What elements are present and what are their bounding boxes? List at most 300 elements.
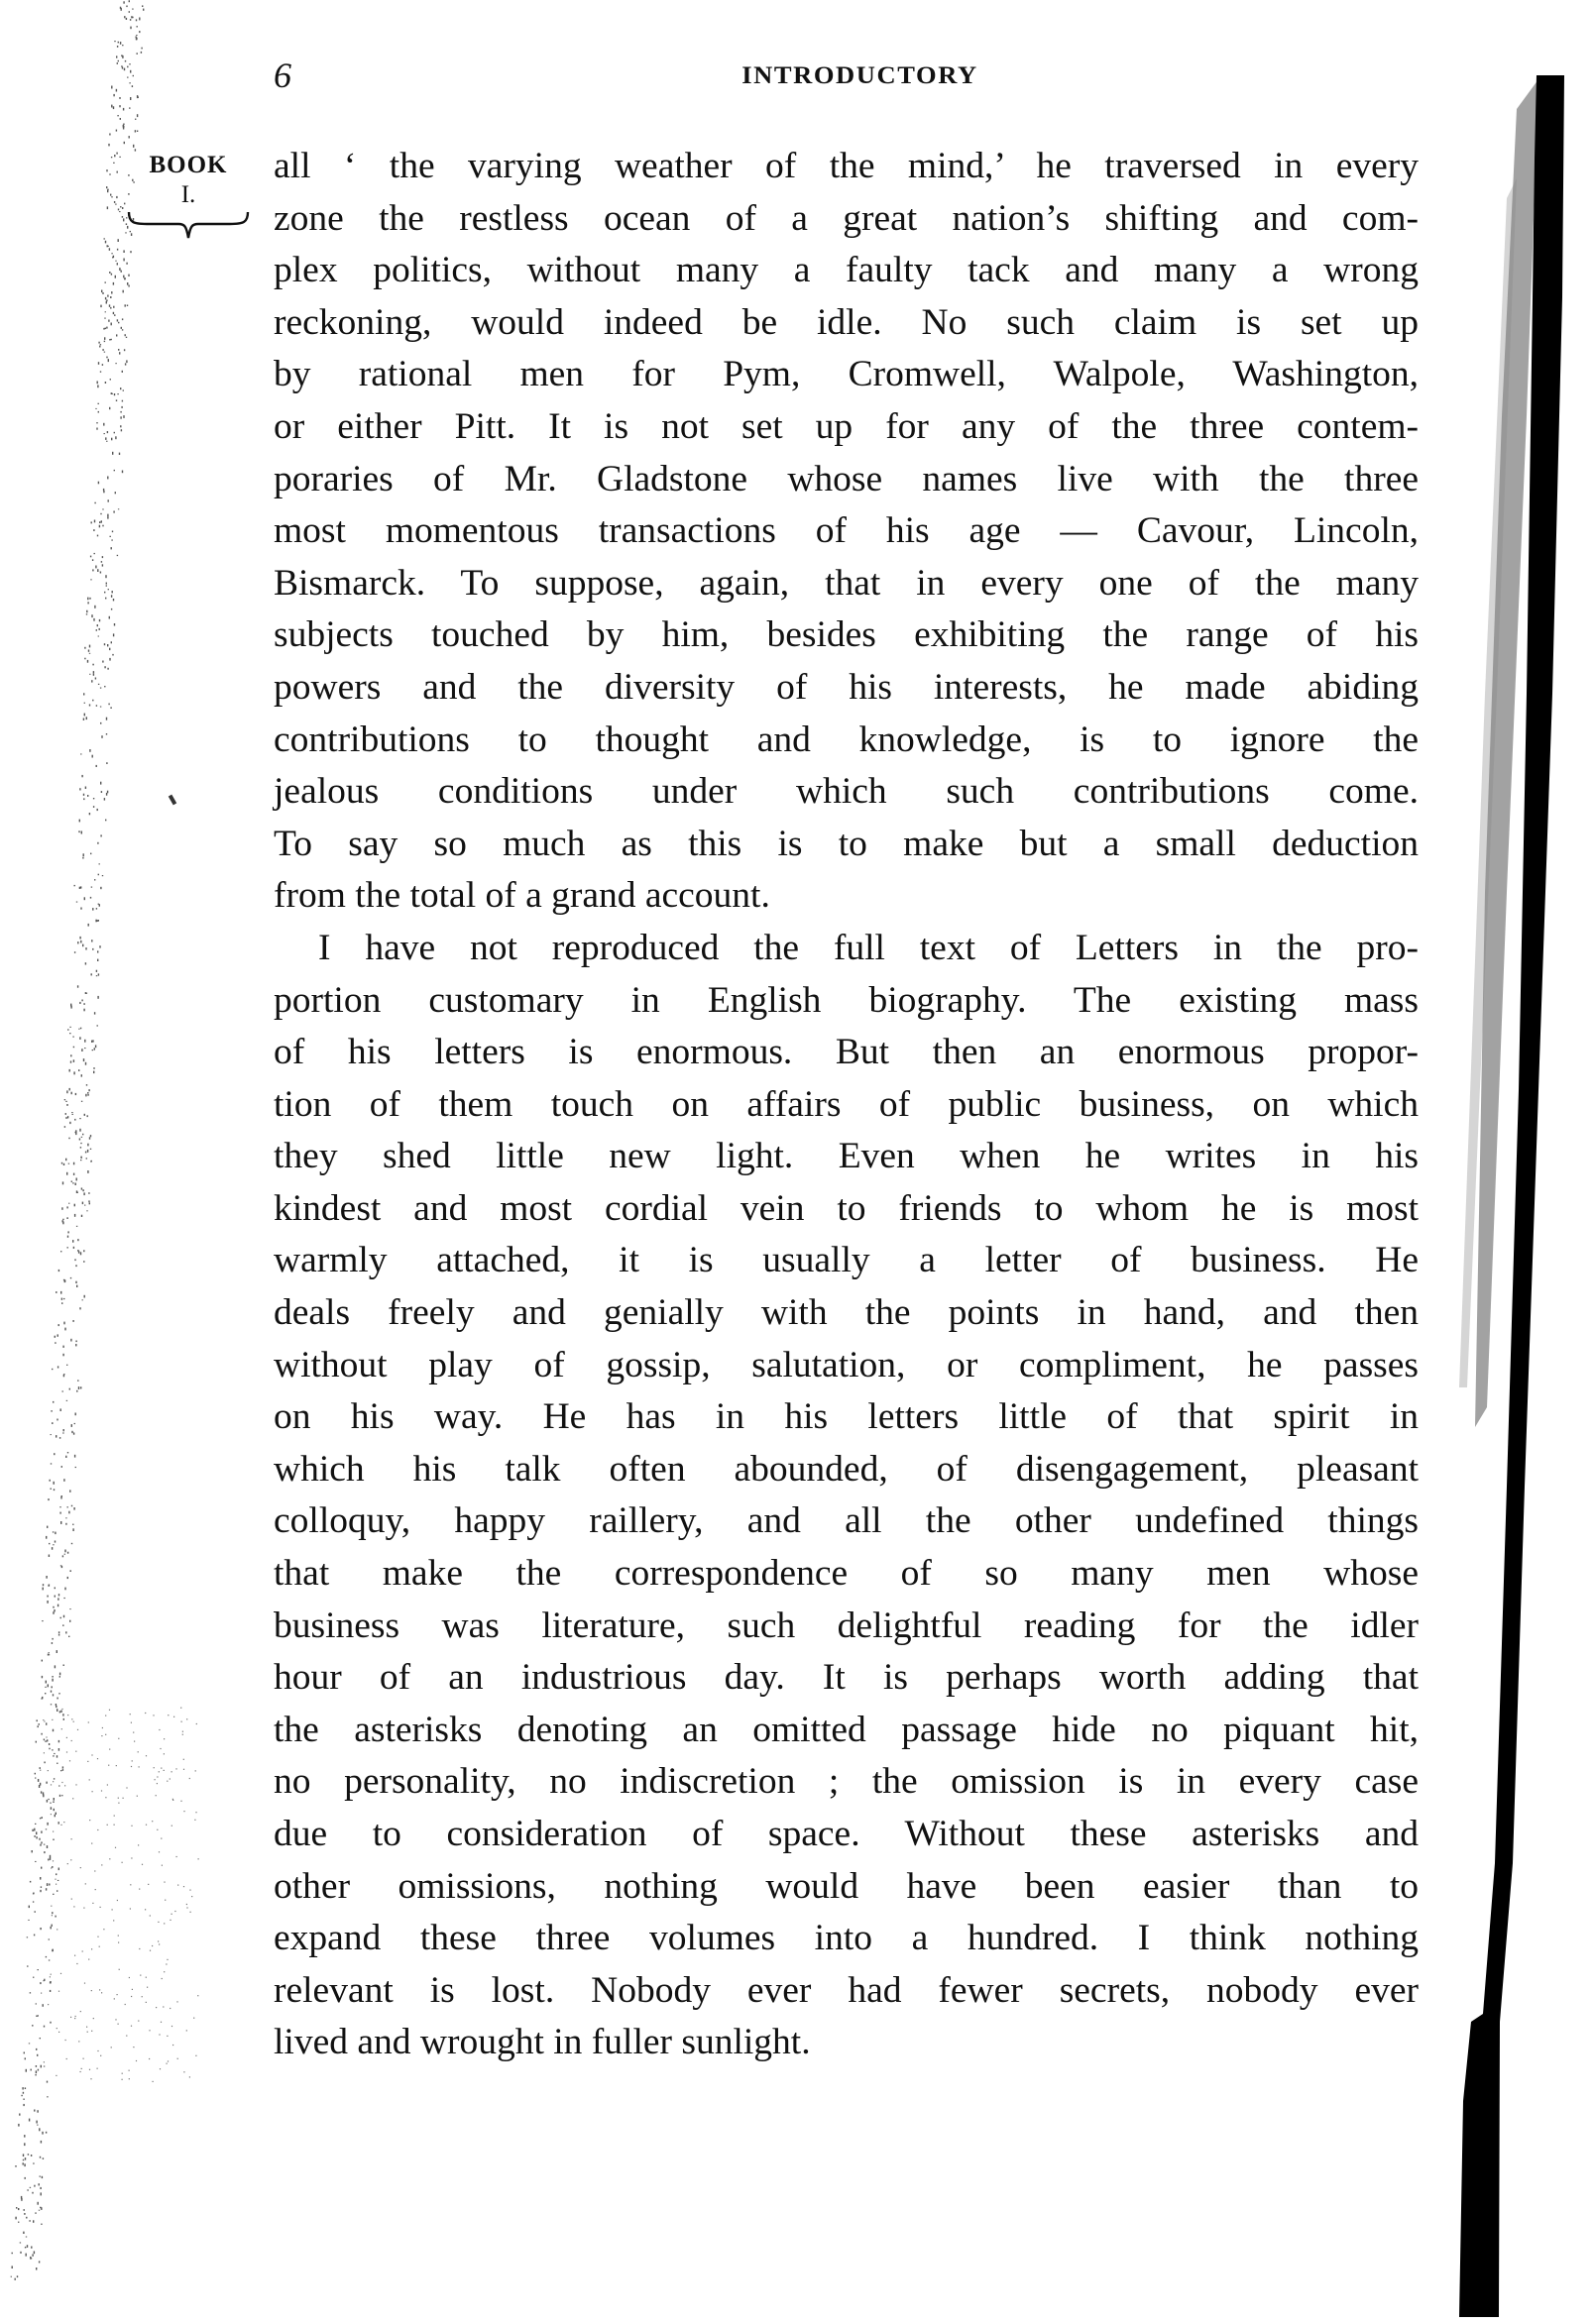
noise-speck xyxy=(136,2060,137,2061)
noise-speck xyxy=(168,2060,169,2061)
noise-speck xyxy=(15,2278,16,2280)
noise-speck xyxy=(69,1388,70,1390)
noise-speck xyxy=(58,1748,59,1751)
noise-speck xyxy=(172,2045,173,2046)
noise-speck xyxy=(42,2176,43,2178)
noise-speck xyxy=(108,704,109,706)
noise-speck xyxy=(170,1778,171,1779)
noise-speck xyxy=(53,1531,54,1532)
noise-speck xyxy=(72,1320,73,1322)
noise-speck xyxy=(69,1027,70,1028)
text-line: jealous conditions under which such contributions come. xyxy=(274,771,1419,813)
noise-speck xyxy=(16,2207,17,2209)
noise-speck xyxy=(106,793,107,796)
noise-speck xyxy=(77,1729,78,1730)
noise-speck xyxy=(137,95,138,98)
noise-speck xyxy=(53,1860,54,1861)
noise-speck xyxy=(146,1825,147,1826)
noise-speck xyxy=(112,654,113,656)
noise-speck xyxy=(114,432,115,434)
noise-speck xyxy=(177,1885,178,1886)
noise-speck xyxy=(26,2254,27,2257)
noise-speck xyxy=(82,1202,83,1205)
noise-speck xyxy=(164,1923,165,1924)
noise-speck xyxy=(18,2124,19,2127)
noise-speck xyxy=(44,2026,45,2028)
noise-speck xyxy=(23,2159,24,2160)
noise-speck xyxy=(32,1850,33,1852)
noise-speck xyxy=(66,1090,67,1093)
noise-speck xyxy=(150,1950,151,1951)
noise-speck xyxy=(59,1506,60,1507)
noise-speck xyxy=(48,1498,49,1500)
noise-speck xyxy=(76,1190,77,1193)
text-line: or either Pitt. It is not set up for any of the three contem- xyxy=(274,405,1419,447)
noise-speck xyxy=(60,1825,61,1826)
noise-speck xyxy=(183,1769,184,1770)
noise-speck xyxy=(111,641,112,643)
noise-speck xyxy=(71,1112,72,1113)
noise-speck xyxy=(138,96,139,98)
noise-speck xyxy=(105,437,106,440)
noise-speck xyxy=(51,1927,52,1930)
noise-speck xyxy=(177,2058,178,2059)
noise-speck xyxy=(77,1250,78,1252)
noise-speck xyxy=(93,529,94,531)
noise-speck xyxy=(52,1676,53,1678)
noise-speck xyxy=(92,755,93,758)
text-line: from the total of a grand account. xyxy=(274,875,770,917)
text-line: plex politics, without many a faulty tack and many a wrong xyxy=(274,250,1419,291)
noise-speck xyxy=(108,589,109,590)
noise-speck xyxy=(39,1723,40,1725)
noise-speck xyxy=(67,1506,68,1507)
noise-speck xyxy=(66,1400,67,1401)
noise-speck xyxy=(130,97,131,100)
noise-speck xyxy=(110,307,111,309)
noise-speck xyxy=(64,1280,65,1282)
text-line: kindest and most cordial vein to friends to whom he is most xyxy=(274,1187,1419,1229)
noise-speck xyxy=(96,705,97,707)
noise-speck xyxy=(23,2154,24,2157)
noise-speck xyxy=(44,1752,45,1753)
noise-speck xyxy=(69,1608,70,1609)
noise-speck xyxy=(68,1138,69,1140)
noise-speck xyxy=(47,1596,48,1598)
noise-speck xyxy=(64,1126,65,1128)
noise-speck xyxy=(40,2187,41,2189)
noise-speck xyxy=(112,452,113,455)
noise-speck xyxy=(43,1980,44,1981)
noise-speck xyxy=(100,782,101,785)
noise-speck xyxy=(157,1783,158,1784)
noise-speck xyxy=(89,645,90,648)
noise-speck xyxy=(37,2110,38,2113)
noise-speck xyxy=(129,136,130,138)
noise-speck xyxy=(142,1996,143,1997)
noise-speck xyxy=(100,2055,101,2056)
noise-speck xyxy=(129,2078,130,2079)
noise-speck xyxy=(96,428,97,430)
noise-speck xyxy=(107,477,108,480)
noise-speck xyxy=(52,1679,53,1682)
noise-speck xyxy=(31,2155,32,2157)
noise-speck xyxy=(161,1768,162,1769)
noise-speck xyxy=(89,749,90,752)
noise-speck xyxy=(46,1576,47,1579)
noise-speck xyxy=(80,886,81,888)
noise-speck xyxy=(58,1693,59,1694)
text-line: reckoning, would indeed be idle. No such claim is set up xyxy=(274,301,1419,343)
noise-speck xyxy=(64,1328,65,1331)
noise-speck xyxy=(186,1907,187,1908)
noise-speck xyxy=(46,1888,47,1890)
noise-speck xyxy=(81,1137,82,1138)
noise-speck xyxy=(74,885,75,886)
noise-speck xyxy=(40,1890,41,1892)
text-line: contributions to thought and knowledge, is to ignore the xyxy=(274,719,1419,760)
noise-speck xyxy=(75,1341,76,1343)
noise-speck xyxy=(159,1851,160,1852)
noise-speck xyxy=(111,547,112,549)
noise-speck xyxy=(80,1867,81,1868)
noise-speck xyxy=(114,623,115,626)
noise-speck xyxy=(136,37,137,39)
noise-speck xyxy=(66,1365,67,1366)
noise-speck xyxy=(157,1829,158,1830)
noise-speck xyxy=(90,1135,91,1137)
noise-speck xyxy=(122,216,123,218)
noise-speck xyxy=(121,429,122,431)
noise-speck xyxy=(66,1104,67,1106)
noise-speck xyxy=(103,423,104,426)
noise-speck xyxy=(41,1733,42,1735)
noise-speck xyxy=(110,707,111,709)
noise-speck xyxy=(122,207,123,209)
noise-speck xyxy=(44,1762,45,1764)
noise-speck xyxy=(105,820,106,822)
noise-speck xyxy=(114,1998,115,1999)
noise-speck xyxy=(176,1856,177,1857)
noise-speck xyxy=(63,1429,64,1431)
noise-speck xyxy=(47,1883,48,1886)
noise-speck xyxy=(74,2018,75,2019)
noise-speck xyxy=(61,1728,62,1729)
noise-speck xyxy=(36,2048,37,2050)
noise-speck xyxy=(97,385,98,387)
noise-speck xyxy=(40,1770,41,1771)
noise-speck xyxy=(111,595,112,598)
noise-speck xyxy=(139,31,140,33)
noise-speck xyxy=(55,1596,56,1598)
noise-speck xyxy=(40,2038,41,2039)
noise-speck xyxy=(119,1969,120,1970)
noise-speck xyxy=(159,2034,160,2035)
noise-speck xyxy=(53,1401,54,1403)
noise-speck xyxy=(88,1089,89,1091)
noise-speck xyxy=(51,1807,52,1810)
noise-speck xyxy=(41,2141,42,2144)
noise-speck xyxy=(57,1334,58,1336)
noise-speck xyxy=(139,1948,140,1949)
noise-speck xyxy=(92,948,93,950)
noise-speck xyxy=(80,1157,81,1159)
noise-speck xyxy=(44,1851,45,1853)
noise-speck xyxy=(74,1119,75,1121)
noise-speck xyxy=(137,1796,138,1797)
noise-speck xyxy=(53,1729,54,1732)
noise-speck xyxy=(87,1115,88,1117)
noise-speck xyxy=(167,1959,168,1960)
noise-speck xyxy=(34,2185,35,2187)
noise-speck xyxy=(87,1761,88,1762)
noise-speck xyxy=(79,1139,80,1141)
noise-speck xyxy=(172,1799,173,1800)
noise-speck xyxy=(73,1162,74,1165)
noise-speck xyxy=(40,1767,41,1769)
noise-speck xyxy=(51,1434,52,1435)
noise-speck xyxy=(97,624,98,626)
noise-speck xyxy=(72,1037,73,1038)
noise-speck xyxy=(99,619,100,621)
noise-speck xyxy=(71,1505,72,1507)
noise-speck xyxy=(69,1122,70,1124)
noise-speck xyxy=(124,277,125,279)
noise-speck xyxy=(87,1170,88,1173)
noise-speck xyxy=(101,520,102,522)
noise-speck xyxy=(40,1783,41,1786)
noise-speck xyxy=(79,788,80,790)
noise-speck xyxy=(100,371,101,372)
noise-speck xyxy=(47,1800,48,1803)
noise-speck xyxy=(99,904,100,907)
noise-speck xyxy=(88,924,89,927)
noise-speck xyxy=(67,1116,68,1118)
noise-speck xyxy=(113,256,114,258)
noise-speck xyxy=(58,1324,59,1326)
noise-speck xyxy=(198,1858,199,1859)
noise-speck xyxy=(91,680,92,682)
text-line: poraries of Mr. Gladstone whose names live with the three xyxy=(274,458,1419,499)
text-line: due to consideration of space. Without these asterisks and xyxy=(274,1814,1419,1854)
noise-speck xyxy=(41,1867,42,1869)
noise-speck xyxy=(85,787,86,790)
noise-speck xyxy=(18,2208,19,2210)
noise-speck xyxy=(115,204,116,205)
noise-speck xyxy=(53,1606,54,1608)
noise-speck xyxy=(73,1247,74,1249)
noise-speck xyxy=(23,2092,24,2094)
noise-speck xyxy=(35,1773,36,1775)
noise-speck xyxy=(53,1949,54,1952)
noise-speck xyxy=(26,2237,27,2238)
noise-speck xyxy=(21,2198,22,2201)
noise-speck xyxy=(119,97,120,99)
noise-speck xyxy=(159,1771,160,1772)
noise-speck xyxy=(106,301,107,304)
running-head xyxy=(0,55,1594,95)
noise-speck xyxy=(84,1040,85,1043)
noise-speck xyxy=(92,908,93,911)
noise-speck xyxy=(100,344,101,345)
noise-speck xyxy=(61,1466,62,1468)
noise-speck xyxy=(27,2189,28,2190)
noise-speck xyxy=(109,1710,110,1711)
noise-speck xyxy=(91,887,92,888)
noise-speck xyxy=(20,2252,21,2254)
noise-speck xyxy=(110,194,111,196)
noise-speck xyxy=(119,211,120,212)
noise-speck xyxy=(196,1723,197,1724)
noise-speck xyxy=(44,2061,45,2062)
noise-speck xyxy=(95,920,96,923)
noise-speck xyxy=(12,2253,13,2255)
noise-speck xyxy=(52,1369,53,1370)
noise-speck xyxy=(87,598,88,601)
noise-speck xyxy=(80,1252,81,1255)
noise-speck xyxy=(63,1374,64,1375)
noise-speck xyxy=(35,1861,36,1862)
noise-speck xyxy=(34,1835,35,1837)
noise-speck xyxy=(124,349,125,351)
noise-speck xyxy=(156,2007,157,2008)
noise-speck xyxy=(142,5,143,7)
noise-speck xyxy=(80,941,81,943)
noise-speck xyxy=(64,1588,65,1591)
noise-speck xyxy=(180,1801,181,1802)
noise-speck xyxy=(146,1755,147,1756)
noise-speck xyxy=(66,1737,67,1738)
noise-speck xyxy=(97,959,98,961)
noise-speck xyxy=(25,2177,26,2179)
noise-speck xyxy=(73,1047,74,1049)
noise-speck xyxy=(107,516,108,518)
noise-speck xyxy=(91,1990,92,1991)
noise-speck xyxy=(186,2030,187,2031)
noise-speck xyxy=(99,1946,100,1947)
sidenote-book-label: BOOK xyxy=(149,152,228,178)
noise-speck xyxy=(130,251,131,253)
noise-speck xyxy=(86,717,87,719)
noise-speck xyxy=(97,842,98,844)
noise-speck xyxy=(72,1114,73,1115)
noise-speck xyxy=(78,1029,79,1030)
noise-speck xyxy=(116,1765,117,1766)
noise-speck xyxy=(182,1731,183,1732)
noise-speck xyxy=(194,1820,195,1821)
noise-speck xyxy=(126,1787,127,1788)
noise-speck xyxy=(61,1302,62,1304)
noise-speck xyxy=(75,2016,76,2017)
noise-speck xyxy=(101,735,102,738)
noise-speck xyxy=(138,2021,139,2022)
noise-speck xyxy=(50,1976,51,1977)
noise-speck xyxy=(70,1054,71,1056)
noise-speck xyxy=(65,1631,66,1633)
noise-speck xyxy=(27,2245,28,2248)
noise-speck xyxy=(39,2183,40,2185)
noise-speck xyxy=(50,2022,51,2024)
noise-speck xyxy=(97,569,98,572)
noise-speck xyxy=(80,2011,81,2012)
noise-speck xyxy=(108,499,109,501)
noise-speck xyxy=(131,16,132,18)
noise-speck xyxy=(54,1453,55,1455)
noise-speck xyxy=(138,1751,139,1752)
noise-speck xyxy=(125,2004,126,2005)
noise-speck xyxy=(29,2119,30,2122)
noise-speck xyxy=(86,993,87,994)
noise-speck xyxy=(41,2192,42,2195)
noise-speck xyxy=(38,1779,39,1782)
noise-speck xyxy=(34,1828,35,1831)
noise-speck xyxy=(85,1152,86,1154)
noise-speck xyxy=(62,1555,63,1557)
noise-speck xyxy=(126,337,127,338)
noise-speck xyxy=(91,1161,92,1162)
noise-speck xyxy=(119,105,120,107)
noise-speck xyxy=(50,1990,51,1992)
noise-speck xyxy=(77,1192,78,1193)
noise-speck xyxy=(76,902,77,903)
noise-speck xyxy=(41,1831,42,1833)
noise-speck xyxy=(135,130,136,132)
noise-speck xyxy=(88,650,89,652)
noise-speck xyxy=(48,1654,49,1656)
noise-speck xyxy=(105,1715,106,1716)
noise-speck xyxy=(123,1798,124,1799)
noise-speck xyxy=(128,285,129,287)
noise-speck xyxy=(97,950,98,952)
noise-speck xyxy=(40,1844,41,1846)
noise-speck xyxy=(106,441,107,442)
noise-speck xyxy=(82,1189,83,1191)
noise-speck xyxy=(65,1113,66,1115)
noise-speck xyxy=(145,1713,146,1714)
noise-speck xyxy=(44,1844,45,1845)
noise-speck xyxy=(117,393,118,394)
noise-speck xyxy=(56,1704,57,1706)
noise-speck xyxy=(132,9,133,10)
noise-speck xyxy=(122,329,123,330)
noise-speck xyxy=(130,1908,131,1909)
noise-speck xyxy=(98,482,99,485)
noise-speck xyxy=(109,407,110,409)
noise-speck xyxy=(75,1265,76,1267)
noise-speck xyxy=(141,52,142,54)
noise-speck xyxy=(79,937,80,940)
noise-speck xyxy=(103,489,104,491)
noise-speck xyxy=(97,1025,98,1026)
noise-speck xyxy=(120,206,121,208)
noise-speck xyxy=(153,2081,154,2082)
noise-speck xyxy=(62,1390,63,1391)
noise-speck xyxy=(131,1857,132,1858)
noise-speck xyxy=(183,1886,184,1887)
noise-speck xyxy=(48,1859,49,1861)
noise-speck xyxy=(102,1727,103,1728)
noise-speck xyxy=(79,1118,80,1119)
noise-speck xyxy=(130,19,131,21)
noise-speck xyxy=(49,1555,50,1558)
noise-speck xyxy=(117,1900,118,1901)
noise-speck xyxy=(128,275,129,277)
noise-speck xyxy=(118,508,119,509)
noise-speck xyxy=(149,2058,150,2059)
noise-speck xyxy=(75,1281,76,1283)
noise-speck xyxy=(80,1147,81,1149)
noise-speck xyxy=(106,733,107,735)
